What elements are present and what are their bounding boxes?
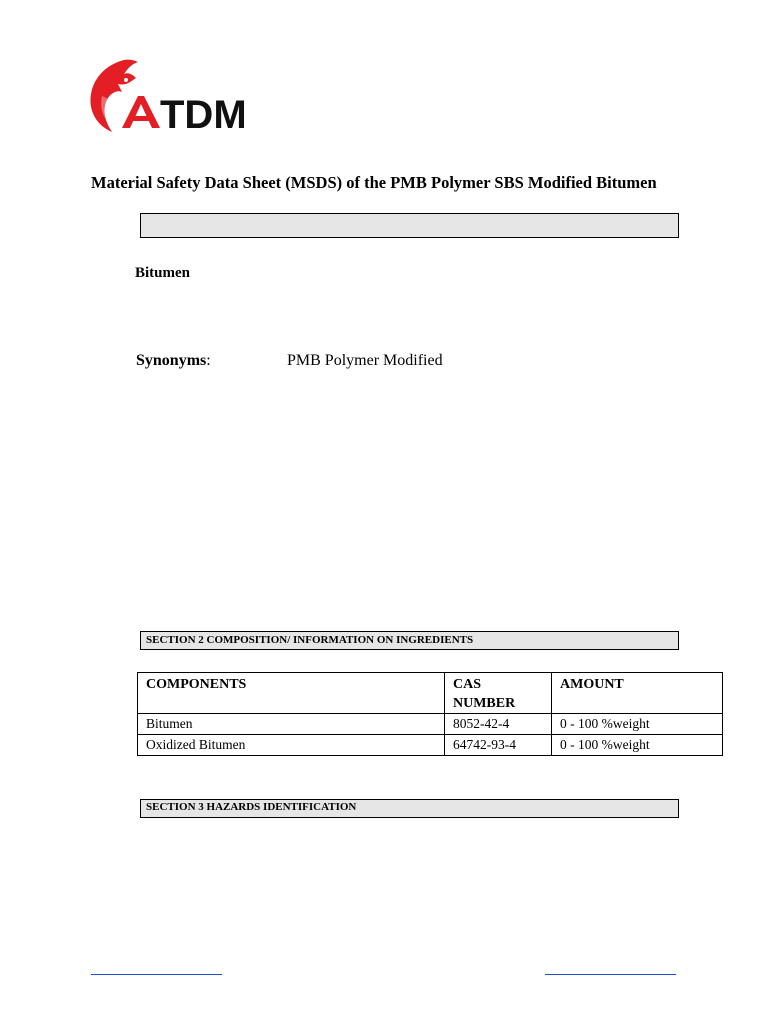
synonyms-value: PMB Polymer Modified [287,352,443,369]
cell-cas-number: 8052-42-4 [445,714,552,735]
cell-component: Bitumen [138,714,445,735]
cell-cas-number: 64742-93-4 [445,735,552,756]
product-name: Bitumen [135,265,191,281]
synonyms-label [136,352,211,370]
document-title: Material Safety Data Sheet (MSDS) of the PMB Polymer SBS Modified Bitumen [91,173,657,192]
cell-component: Oxidized Bitumen [138,735,445,756]
logo-text: TDM [160,93,247,136]
header-cas-number: CAS NUMBER [445,673,552,714]
cell-amount: 0 - 100 %weight [552,714,723,735]
section-3-header-bar: SECTION 3 HAZARDS IDENTIFICATION [140,799,679,818]
footer-link-left[interactable] [91,974,222,975]
composition-table [137,672,723,756]
table-row [138,735,723,756]
table-header-row [138,673,723,714]
table-row [138,714,723,735]
synonyms-label-text: Synonyms [136,352,207,369]
footer-link-right[interactable] [545,974,676,975]
header-components: COMPONENTS [138,673,445,714]
cell-amount: 0 - 100 %weight [552,735,723,756]
header-amount: AMOUNT [552,673,723,714]
section-2-header-bar: SECTION 2 COMPOSITION/ INFORMATION ON INGREDIENTS [140,631,679,650]
synonyms-colon: : [206,352,211,369]
atdm-logo [88,56,272,136]
section-1-header-bar [140,213,679,238]
phoenix-icon [88,56,272,136]
